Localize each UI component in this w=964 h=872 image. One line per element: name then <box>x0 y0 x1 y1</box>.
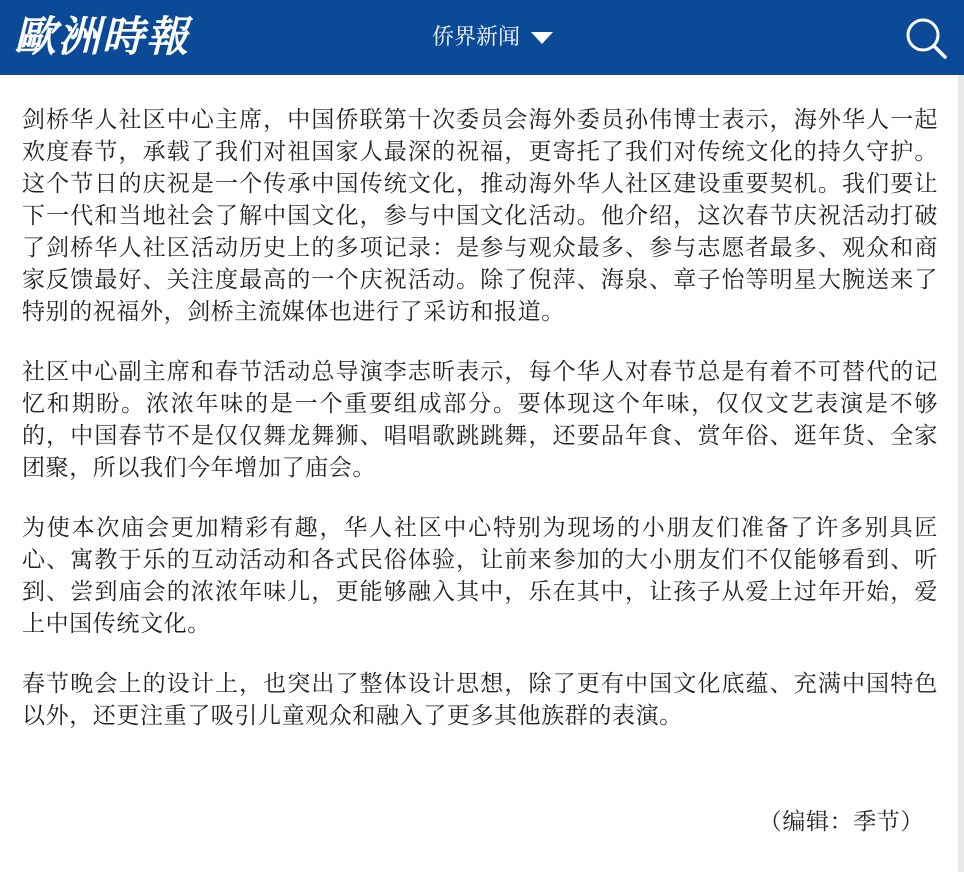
article-paragraph: 春节晚会上的设计上，也突出了整体设计思想，除了更有中国文化底蕴、充满中国特色以外，还更注重了吸引儿童观众和融入了更多其他族群的表演。 <box>22 671 938 729</box>
scrollbar[interactable] <box>958 75 964 872</box>
article-paragraph: 社区中心副主席和春节活动总导演李志昕表示，每个华人对春节总是有着不可替代的记忆和期盼。浓浓年味的是一个重要组成部分。要体现这个年味，仅仅文艺表演是不够的，中国春节不是仅仅舞龙舞狮、唱唱歌跳跳舞，还要品年食、赏年俗、逛年货、全家团聚，所以我们今年增加了庙会。 <box>22 359 938 481</box>
search-icon[interactable] <box>904 16 948 60</box>
top-header <box>0 0 964 75</box>
editor-note: （编辑：季节） <box>758 809 924 835</box>
article-body <box>22 104 938 760</box>
section-label: 侨界新闻 <box>432 25 521 50</box>
chevron-down-icon <box>530 31 554 45</box>
article-paragraph: 为使本次庙会更加精彩有趣，华人社区中心特别为现场的小朋友们准备了许多别具匠心、寓教于乐的互动活动和各式民俗体验，让前来参加的大小朋友们不仅能够看到、听到、尝到庙会的浓浓年味儿，更能够融入其中，乐在其中，让孩子从爱上过年开始，爱上中国传统文化。 <box>22 515 938 637</box>
section-dropdown[interactable] <box>432 20 554 56</box>
article-paragraph: 剑桥华人社区中心主席，中国侨联第十次委员会海外委员孙伟博士表示，海外华人一起欢度春节，承载了我们对祖国家人最深的祝福，更寄托了我们对传统文化的持久守护。这个节日的庆祝是一个传承中国传统文化，推动海外华人社区建设重要契机。我们要让下一代和当地社会了解中国文化，参与中国文化活动。他介绍，这次春节庆祝活动打破了剑桥华人社区活动历史上的多项记录：是参与观众最多、参与志愿者最多、观众和商家反馈最好、关注度最高的一个庆祝活动。除了倪萍、海泉、章子怡等明星大腕送来了特别的祝福外，剑桥主流媒体也进行了采访和报道。 <box>22 107 938 325</box>
site-logo[interactable]: 歐洲時報 <box>14 12 191 61</box>
